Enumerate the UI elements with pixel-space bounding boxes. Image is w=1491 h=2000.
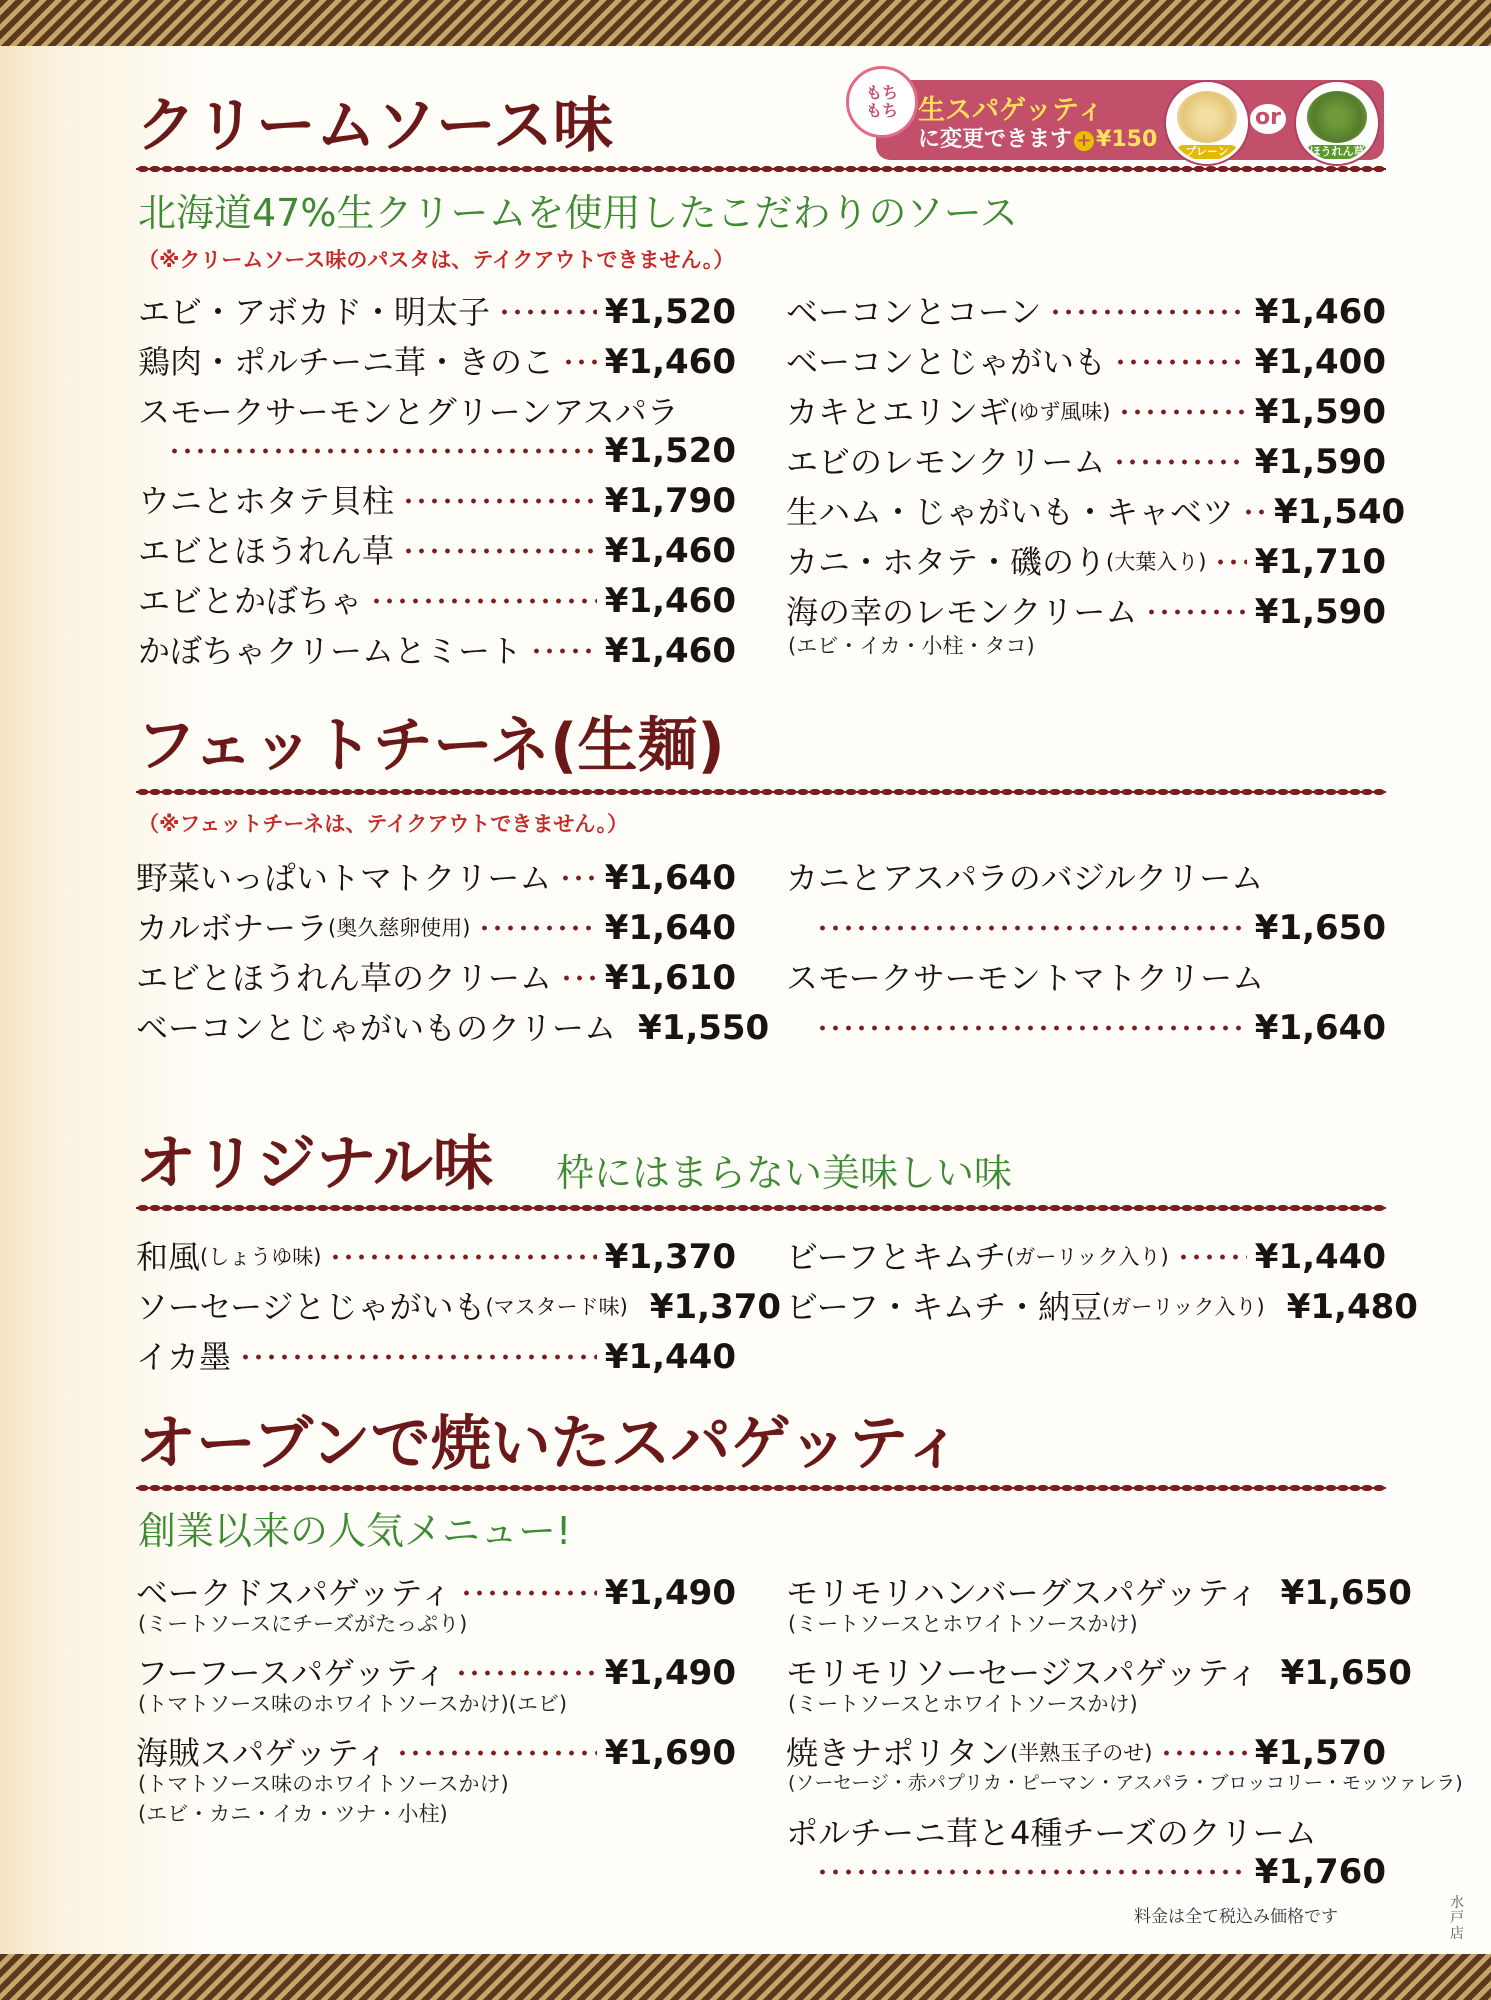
menu-item [786,443,1386,481]
menu-item [138,582,736,620]
spinach-pasta-image [1307,91,1367,143]
original-divider [136,1203,1386,1213]
item-note: (奥久慈卵使用) [328,915,471,940]
item-price: ¥1,650 [1280,1573,1412,1613]
dot-leader [455,1670,597,1676]
dot-leader [1242,509,1266,515]
oven-divider [136,1483,1386,1493]
bottom-border [0,1954,1491,2000]
dot-leader [498,309,597,315]
menu-item [786,1653,1412,1693]
menu-item [786,343,1386,381]
spacer [1267,1670,1273,1676]
menu-item [786,859,1386,897]
dot-leader [168,448,597,454]
fettuccine-note: （※フェットチーネは、テイクアウトできません。） [138,812,629,836]
item-price: ¥1,400 [1254,342,1386,382]
dot-leader [402,498,597,504]
item-price: ¥1,550 [638,1008,770,1048]
dot-leader [329,1254,596,1260]
spinach-pasta-plate [1296,82,1378,164]
item-name: ベークドスパゲッティ [136,1574,452,1612]
menu-item [138,393,736,431]
menu-item-price-line [786,909,1386,947]
menu-item [786,1734,1386,1772]
menu-item [786,1573,1412,1613]
banner-line2 [918,122,1157,153]
menu-item-price-line [786,1853,1386,1891]
item-price: ¥1,540 [1274,492,1406,532]
item-name: 和風 [136,1238,201,1276]
item-price: ¥1,650 [1280,1653,1412,1693]
item-name: モリモリソーセージスパゲッティ [786,1654,1259,1692]
banner-line1: 生スパゲッティ [918,95,1104,126]
spacer [1273,1304,1279,1310]
item-description: (エビ・カニ・イカ・ツナ・小柱) [138,1802,448,1826]
menu-item [786,543,1386,581]
dot-leader [816,1869,1247,1875]
item-price: ¥1,460 [1254,292,1386,332]
item-name: スモークサーモンとグリーンアスパラ [138,393,679,431]
menu-item [136,909,736,947]
item-name: ベーコンとコーン [786,293,1042,331]
item-description: (ミートソースとホワイトソースかけ) [788,1692,1138,1716]
item-description: (ソーセージ・赤パプリカ・ピーマン・アスパラ・ブロッコリー・モッツァレラ) [788,1772,1463,1794]
item-name: カニ・ホタテ・磯のり [786,543,1107,581]
item-note: (半熟玉子のせ) [1010,1740,1153,1765]
item-name: ビーフ・キムチ・納豆 [786,1288,1103,1326]
item-name: かぼちゃクリームとミート [138,632,523,670]
item-name: エビとほうれん草 [138,532,395,570]
banner-line2-text: に変更できます [918,127,1073,152]
item-price: ¥1,640 [604,908,736,948]
item-price: ¥1,480 [1286,1287,1418,1327]
item-price: ¥1,520 [604,292,736,332]
menu-item [138,632,736,670]
or-badge: or [1250,104,1286,134]
dot-leader [396,1750,597,1756]
menu-item [136,1734,736,1772]
item-price: ¥1,370 [649,1287,782,1327]
dot-leader [816,925,1247,931]
cream-subtitle: 北海道47%生クリームを使用したこだわりのソース [138,191,1018,235]
dot-leader [478,925,596,931]
item-note: (マスタード味) [485,1294,628,1319]
item-price: ¥1,610 [604,958,736,998]
item-name: ビーフとキムチ [786,1238,1007,1276]
item-name: モリモリハンバーグスパゲッティ [786,1574,1259,1612]
dot-leader [1145,609,1246,615]
dot-leader [370,598,597,604]
item-note: (大葉入り) [1106,549,1207,574]
item-description: (ミートソースにチーズがたっぷり) [138,1612,468,1636]
item-price: ¥1,460 [604,531,736,571]
item-note: (ガーリック入り) [1006,1244,1169,1269]
plain-pasta-plate [1166,82,1248,164]
item-name: スモークサーモントマトクリーム [786,959,1265,997]
dot-leader [560,975,597,981]
item-name: ソーセージとじゃがいも [136,1288,486,1326]
item-price: ¥1,460 [604,342,736,382]
item-price: ¥1,590 [1254,392,1386,432]
menu-item [786,959,1386,997]
dot-leader [1113,459,1246,465]
menu-item [136,959,736,997]
dot-leader [1118,409,1246,415]
item-price: ¥1,640 [604,858,736,898]
bubble-text-1: もち [865,83,898,103]
menu-item [138,532,736,570]
item-price: ¥1,710 [1254,542,1386,582]
menu-item [786,1287,1418,1327]
item-price: ¥1,440 [604,1337,736,1377]
item-name: 海賊スパゲッティ [136,1734,389,1772]
menu-item [786,1814,1386,1852]
menu-item [136,1238,736,1276]
spinach-label: ほうれん草 [1307,145,1367,159]
menu-item [786,1238,1386,1276]
item-name: カキとエリンギ [786,393,1011,431]
menu-item [786,393,1386,431]
item-name: ウニとホタテ貝柱 [138,482,395,520]
cream-note: （※クリームソース味のパスタは、テイクアウトできません。） [138,248,735,272]
item-name: 海の幸のレモンクリーム [786,593,1138,631]
menu-item [138,482,736,520]
dot-leader [1177,1254,1247,1260]
item-name: エビ・アボカド・明太子 [138,293,491,331]
menu-item [136,1008,770,1048]
item-name: カルボナーラ [136,909,329,947]
cream-divider [136,164,1386,174]
menu-item [138,343,736,381]
menu-item [136,1338,736,1376]
spacer [624,1025,630,1031]
original-subtitle: 枠にはまらない美味しい味 [556,1151,1013,1195]
item-price: ¥1,370 [604,1237,736,1277]
item-price: ¥1,490 [604,1573,736,1613]
plain-pasta-image [1177,91,1237,143]
item-name: 焼きナポリタン [786,1734,1011,1772]
menu-item [136,1654,736,1692]
menu-item-price-line [138,432,736,470]
top-border [0,0,1491,46]
menu-item [138,293,736,331]
dot-leader [460,1590,597,1596]
item-name: エビのレモンクリーム [786,443,1106,481]
cream-title: クリームソース味 [136,91,613,161]
dot-leader [1114,359,1247,365]
dot-leader [239,1354,597,1360]
plain-label: プレーン [1177,145,1237,159]
dot-leader [530,648,597,654]
menu-item [786,492,1406,532]
dot-leader [1214,559,1246,565]
tax-note: 料金は全て税込み価格です [1134,1907,1338,1927]
item-note: (しょうゆ味) [200,1244,322,1269]
item-name: フーフースパゲッティ [136,1654,448,1692]
item-note: (ガーリック入り) [1102,1294,1265,1319]
item-price: ¥1,570 [1254,1733,1386,1773]
item-name: 生ハム・じゃがいも・キャベツ [786,493,1235,531]
original-title: オリジナル味 [136,1129,493,1199]
bubble-text-2: もち [865,101,898,120]
item-price: ¥1,690 [604,1733,736,1773]
item-price: ¥1,760 [1254,1852,1386,1892]
dot-leader [1160,1750,1246,1756]
item-description: (トマトソース味のホワイトソースかけ)(エビ) [138,1692,568,1716]
menu-item-price-line [786,1009,1386,1047]
store-name: 水戸店 [1450,1895,1464,1942]
menu-item [136,1574,736,1612]
mochi-bubble [846,66,918,138]
item-price: ¥1,490 [604,1653,736,1693]
item-name: エビとほうれん草のクリーム [136,959,553,997]
item-name: エビとかぼちゃ [138,582,363,620]
item-price: ¥1,590 [1254,592,1386,632]
item-price: ¥1,520 [604,431,736,471]
item-name: ベーコンとじゃがいものクリーム [136,1009,617,1047]
spacer [636,1304,642,1310]
item-price: ¥1,650 [1254,908,1386,948]
item-name: ポルチーニ茸と4種チーズのクリーム [786,1814,1317,1852]
item-price: ¥1,640 [1254,1008,1386,1048]
item-price: ¥1,590 [1254,442,1386,482]
item-price: ¥1,790 [604,481,736,521]
item-description: (トマトソース味のホワイトソースかけ) [138,1772,509,1796]
oven-title: オーブンで焼いたスパゲッティ [136,1409,964,1479]
item-price: ¥1,440 [1254,1237,1386,1277]
menu-item [786,593,1386,631]
plus-icon: + [1074,131,1094,151]
dot-leader [562,359,597,365]
dot-leader [402,548,597,554]
item-price: ¥1,460 [604,631,736,671]
dot-leader [1049,309,1246,315]
item-name: ベーコンとじゃがいも [786,343,1107,381]
banner-price: ¥150 [1096,127,1158,152]
spacer [1267,1590,1273,1596]
fettuccine-divider [136,787,1386,797]
item-name: イカ墨 [136,1338,232,1376]
oven-subtitle: 創業以来の人気メニュー! [138,1509,572,1553]
item-note: (ゆず風味) [1010,399,1111,424]
fettuccine-title: フェットチーネ(生麺) [136,711,725,781]
menu-item [136,1287,782,1327]
dot-leader [816,1025,1247,1031]
item-name: カニとアスパラのバジルクリーム [786,859,1264,897]
item-description: (ミートソースとホワイトソースかけ) [788,1612,1138,1636]
item-name: 野菜いっぱいトマトクリーム [136,859,552,897]
menu-item [136,859,736,897]
item-name: 鶏肉・ポルチーニ茸・きのこ [138,343,555,381]
item-price: ¥1,460 [604,581,736,621]
dot-leader [559,875,596,881]
menu-item [786,293,1386,331]
item-description: (エビ・イカ・小柱・タコ) [788,634,1035,658]
